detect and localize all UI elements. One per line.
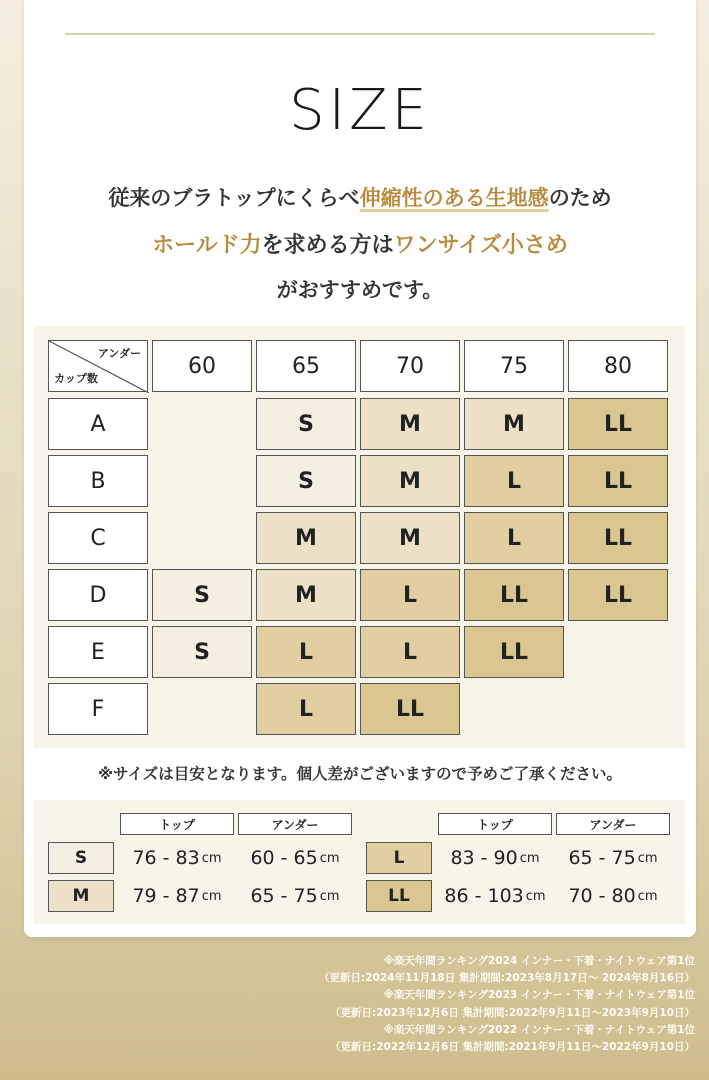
size-cell: S	[152, 626, 252, 678]
under-header-75: 75	[464, 340, 564, 392]
size-cell: LL	[568, 455, 668, 507]
size-cell: M	[256, 569, 356, 621]
cup-header-C: C	[48, 512, 148, 564]
legend-under-range: 60 - 65 cm	[250, 847, 340, 869]
under-axis-label: アンダー	[97, 347, 141, 360]
lead-line-3: がおすすめです。	[276, 278, 444, 302]
lead-highlight: 伸縮性のある生地感	[359, 186, 549, 210]
legend-top-header: トップ	[120, 813, 234, 835]
size-cell: S	[152, 569, 252, 621]
lead-highlight: ホールド力	[152, 233, 262, 258]
cup-header-F: F	[48, 683, 148, 735]
legend-under-range: 65 - 75 cm	[250, 885, 340, 907]
footnote-line: （更新日:2024年11月18日 集計期間:2023年8月17日〜 2024年8月16日）	[319, 972, 695, 985]
legend-under-range: 65 - 75 cm	[568, 847, 658, 869]
size-cell: S	[256, 455, 356, 507]
page-title: SIZE	[289, 78, 431, 143]
legend-size-key: L	[366, 842, 432, 874]
legend-size-key: LL	[366, 880, 432, 912]
legend-under-range: 70 - 80 cm	[568, 885, 658, 907]
legend-top-range: 83 - 90 cm	[450, 847, 540, 869]
size-cell: M	[360, 398, 460, 450]
legend-size-key: S	[48, 842, 114, 874]
size-cell: M	[360, 455, 460, 507]
size-cell: L	[256, 626, 356, 678]
size-legend	[34, 800, 685, 924]
size-card	[24, 0, 696, 937]
cup-header-B: B	[48, 455, 148, 507]
cup-header-D: D	[48, 569, 148, 621]
legend-under-header: アンダー	[556, 813, 670, 835]
lead-text: を求める方は	[261, 233, 394, 258]
lead-line-1	[24, 182, 696, 212]
lead-highlight: ワンサイズ小さめ	[393, 233, 568, 258]
size-note: ※サイズは目安となります。個人差がございますので予めご了承ください。	[97, 765, 623, 783]
table-corner-header	[48, 340, 148, 392]
lead-line-2	[24, 228, 696, 259]
size-cell: LL	[464, 626, 564, 678]
legend-top-range: 79 - 87 cm	[132, 885, 222, 907]
size-cell: L	[464, 455, 564, 507]
size-cell: L	[256, 683, 356, 735]
under-header-60: 60	[152, 340, 252, 392]
size-table	[34, 326, 685, 748]
cup-header-A: A	[48, 398, 148, 450]
top-divider	[65, 33, 655, 35]
cup-axis-label: カップ数	[54, 372, 98, 385]
size-cell: LL	[568, 512, 668, 564]
size-cell: M	[360, 512, 460, 564]
size-cell: M	[256, 512, 356, 564]
size-cell: L	[360, 626, 460, 678]
footnote-line: （更新日:2023年12月6日 集計期間:2022年9月11日〜2023年9月10日）	[330, 1006, 695, 1019]
legend-top-range: 76 - 83 cm	[132, 847, 222, 869]
under-header-80: 80	[568, 340, 668, 392]
size-cell: LL	[568, 398, 668, 450]
size-cell: S	[256, 398, 356, 450]
under-header-65: 65	[256, 340, 356, 392]
size-cell: LL	[568, 569, 668, 621]
ranking-footnotes	[319, 953, 695, 1056]
size-cell: LL	[360, 683, 460, 735]
legend-top-header: トップ	[438, 813, 552, 835]
size-cell: L	[360, 569, 460, 621]
size-cell: M	[464, 398, 564, 450]
footnote-line: ※楽天年間ランキング2024 インナー・下着・ナイトウェア第1位	[383, 955, 695, 967]
footnote-line: ※楽天年間ランキング2022 インナー・下着・ナイトウェア第1位	[383, 1023, 695, 1036]
footnote-line: ※楽天年間ランキング2023 インナー・下着・ナイトウェア第1位	[383, 989, 695, 1002]
lead-text: のため	[548, 186, 612, 210]
legend-under-header: アンダー	[238, 813, 352, 835]
lead-text: 従来のブラトップにくらべ	[108, 186, 360, 210]
size-cell: L	[464, 512, 564, 564]
legend-size-key: M	[48, 880, 114, 912]
legend-top-range: 86 - 103 cm	[444, 885, 546, 907]
size-cell: LL	[464, 569, 564, 621]
under-header-70: 70	[360, 340, 460, 392]
footnote-line: （更新日:2022年12月6日 集計期間:2021年9月11日〜2022年9月10日）	[330, 1041, 695, 1054]
cup-header-E: E	[48, 626, 148, 678]
